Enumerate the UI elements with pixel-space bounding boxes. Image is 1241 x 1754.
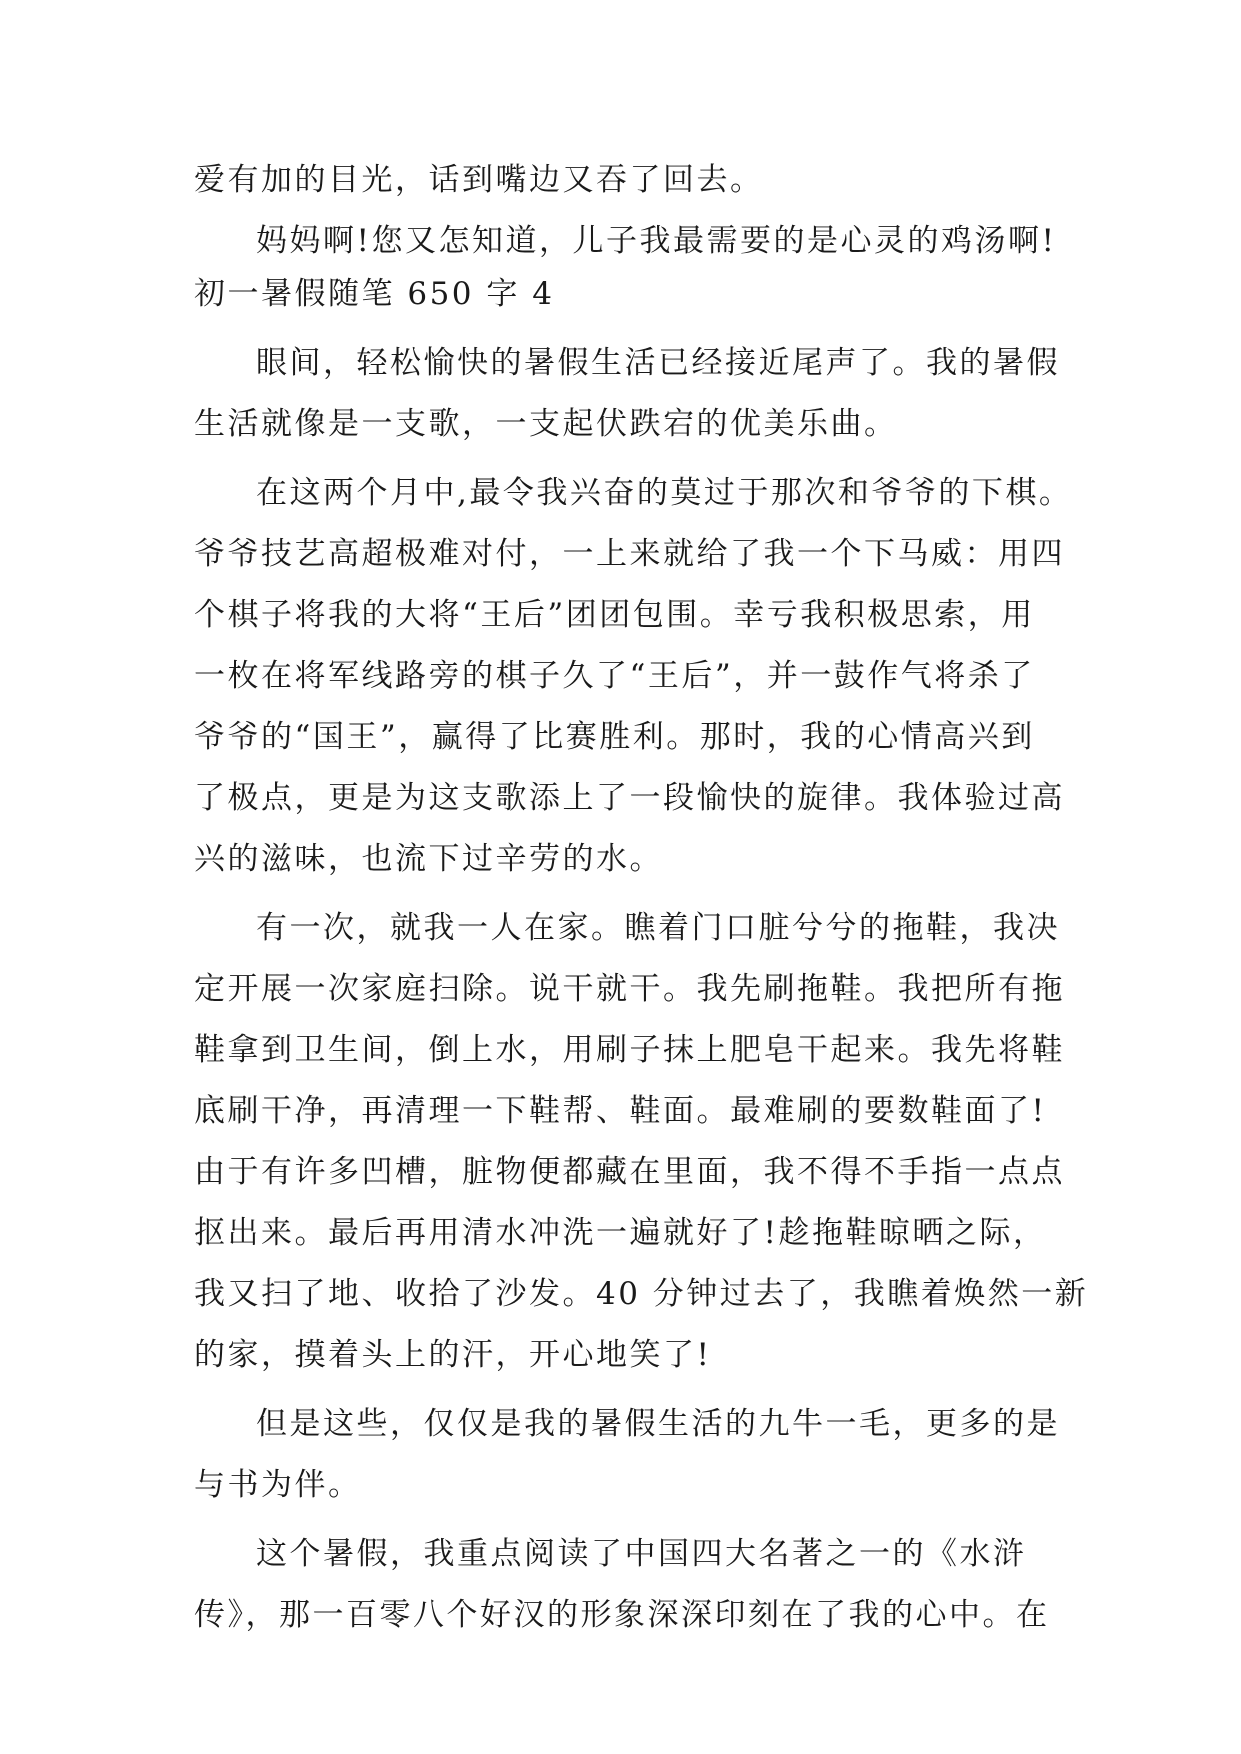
- section-heading: 初一暑假随笔 650 字 4: [194, 276, 555, 312]
- text-line: 但是这些，仅仅是我的暑假生活的九牛一毛，更多的是: [256, 1406, 1060, 1442]
- text-line: 与书为伴。: [194, 1467, 362, 1503]
- body-text: [194, 150, 1089, 1646]
- text-line: 由于有许多凹槽，脏物便都藏在里面，我不得不手指一点点: [194, 1154, 1065, 1190]
- text-line: 爷爷的“国王”，赢得了比赛胜利。那时，我的心情高兴到: [194, 719, 1035, 755]
- text-line: 的家，摸着头上的汗，开心地笑了!: [194, 1337, 712, 1373]
- text-line: 爷爷技艺高超极难对付，一上来就给了我一个下马威：用四: [194, 536, 1065, 572]
- text-line: 眼间，轻松愉快的暑假生活已经接近尾声了。我的暑假: [256, 345, 1060, 381]
- text-line: 鞋拿到卫生间，倒上水，用刷子抹上肥皂干起来。我先将鞋: [194, 1032, 1065, 1068]
- text-line: 生活就像是一支歌，一支起伏跌宕的优美乐曲。: [194, 406, 898, 442]
- text-line: 一枚在将军线路旁的棋子久了“王后”，并一鼓作气将杀了: [194, 658, 1035, 694]
- text-line: 在这两个月中,最令我兴奋的莫过于那次和爷爷的下棋。: [256, 475, 1073, 511]
- text-line: 传》，那一百零八个好汉的形象深深印刻在了我的心中。在: [194, 1597, 1050, 1633]
- text-line: 妈妈啊!您又怎知道，儿子我最需要的是心灵的鸡汤啊!: [256, 223, 1057, 259]
- text-line: 这个暑假，我重点阅读了中国四大名著之一的《水浒: [256, 1536, 1027, 1572]
- text-line: 定开展一次家庭扫除。说干就干。我先刷拖鞋。我把所有拖: [194, 971, 1065, 1007]
- text-line: 了极点，更是为这支歌添上了一段愉快的旋律。我体验过高: [194, 780, 1065, 816]
- text-line: 兴的滋味，也流下过辛劳的水。: [194, 841, 663, 877]
- text-line: 爱有加的目光，话到嘴边又吞了回去。: [194, 162, 764, 198]
- text-line: 个棋子将我的大将“王后”团团包围。幸亏我积极思索，用: [194, 597, 1035, 633]
- text-line: 我又扫了地、收拾了沙发。40 分钟过去了，我瞧着焕然一新: [194, 1276, 1089, 1312]
- text-line: 底刷干净，再清理一下鞋帮、鞋面。最难刷的要数鞋面了!: [194, 1093, 1047, 1129]
- text-line: 有一次，就我一人在家。瞧着门口脏兮兮的拖鞋，我决: [256, 910, 1060, 946]
- text-line: 抠出来。最后再用清水冲洗一遍就好了!趁拖鞋晾晒之际，: [194, 1215, 1047, 1251]
